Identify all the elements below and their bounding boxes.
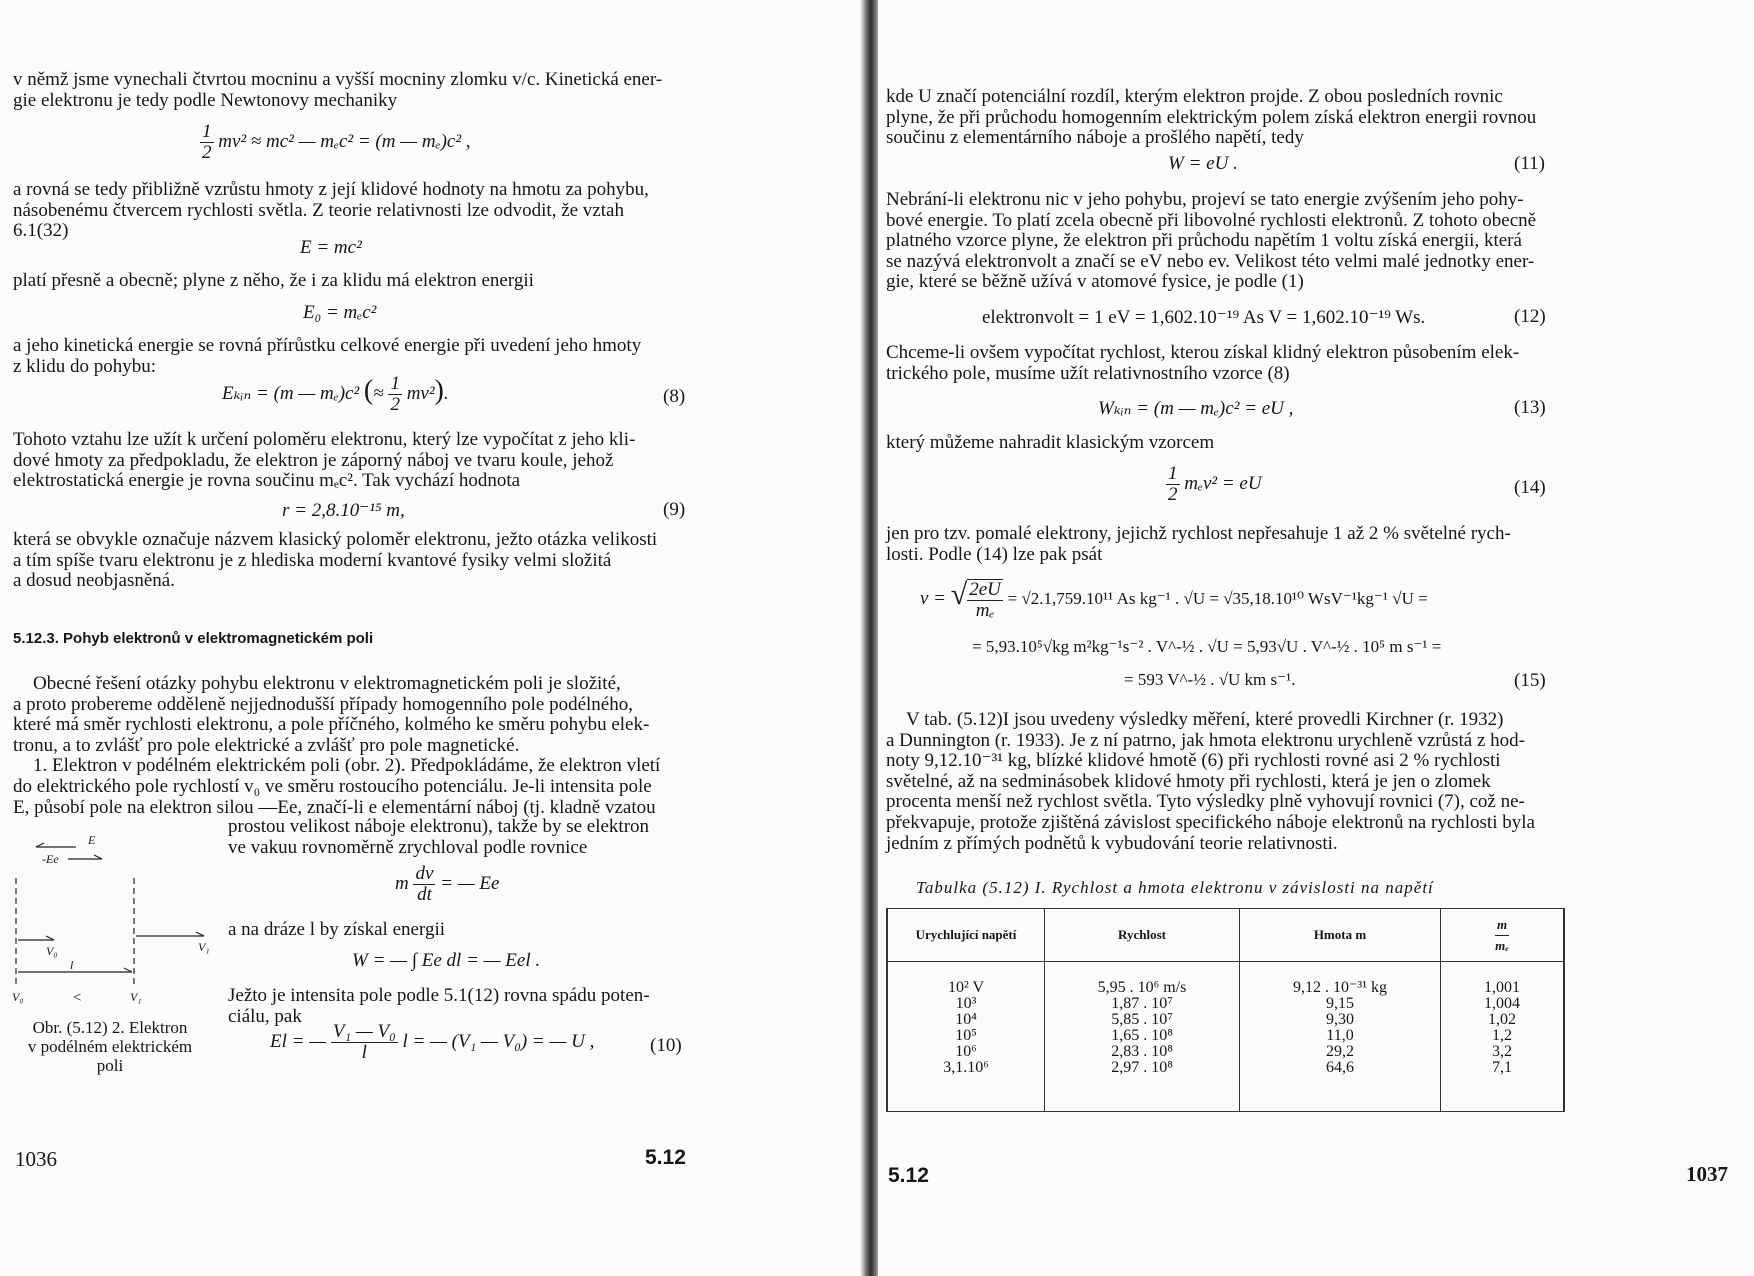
right-page	[878, 0, 1754, 1276]
page-number-right: 1037	[1686, 1162, 1728, 1186]
table-header-row	[888, 909, 1564, 962]
header-voltage: Urychlující napětí	[888, 909, 1045, 962]
equation-14-number: (14)	[1514, 477, 1546, 498]
page-number-left: 1036	[15, 1147, 57, 1171]
table-title: Tabulka (5.12) I. Rychlost a hmota elektronu v závislosti na napětí	[916, 878, 1434, 897]
para-r1: kde U značí potenciální rozdíl, kterým elektron projde. Z obou posledních rovnic plyne, že při průchodu homogenním elektrickým polem získá elektron energii rovnou součinu z elementárního náboje a prošlého napětí, tedy	[886, 86, 1537, 149]
equation-14: $\frac{1}{2}$ mₑv² = eU	[1168, 463, 1262, 505]
figure-label-potential-0: V₀	[12, 990, 24, 1004]
cell-mass-column: 9,12 . 10⁻³¹ kg 9,15 9,30 11,0 29,2 64,6	[1240, 962, 1441, 1112]
equation-10: El = — $\frac{\text{V₁ — V₀}}{l}$ l = — (V₁ — V₀) = — U ,	[270, 1021, 595, 1063]
cell-voltage-column: 10² V 10³ 10⁴ 10⁵ 10⁶ 3,1.10⁶	[888, 962, 1045, 1112]
equation-15-line-1: v = √ $\frac{2eU}{\text{mₑ}}$ = √2.1,759.10¹¹ As kg⁻¹ . √U = √35,18.10¹⁰ WsV⁻¹kg⁻¹ √U =	[920, 578, 1428, 621]
equation-motion: m $\frac{dv}{dt}$ = — Ee	[395, 863, 500, 905]
para-2: a rovná se tedy přibližně vzrůstu hmoty z její klidové hodnoty na hmotu za pohybu, násobenému čtvercem rychlosti světla. Z teorie relativnosti lze odvodit, že vztah 6.1(32)	[13, 179, 649, 242]
equation-12-number: (12)	[1514, 306, 1546, 327]
para-r3: Chceme-li ovšem vypočítat rychlost, kterou získal klidný elektron působením elek- trického pole, musíme užít relativnostního vzorce (8)	[886, 342, 1520, 384]
equation-rest-energy: E₀ = mₑc²	[303, 302, 377, 323]
equation-8-number: (8)	[663, 386, 686, 407]
left-page	[0, 0, 866, 1276]
figure-label-e: E	[88, 833, 96, 847]
figure-label-v0: V₀	[46, 944, 58, 958]
equation-e-mc2: E = mc²	[300, 237, 362, 258]
para-9: a na dráze l by získal energii	[228, 919, 445, 940]
header-speed: Rychlost	[1045, 909, 1240, 962]
cell-ratio-column: 1,001 1,004 1,02 1,2 3,2 7,1	[1441, 962, 1564, 1112]
para-7: Obecné řešení otázky pohybu elektronu v elektromagnetickém poli je složité, a proto probereme odděleně nejjednodušší případy homogenního pole podélného, které má směr rychlosti elektronu, a pole příčného, kolmého ke směru pohybu elek- tronu, a to zvlášť pro pole elektrické a zvlášť pro pole magnetické. 1. Elektron v podélném elektrickém poli (obr. 2). Předpokládáme, že elektron vletí do elektrického pole rychlostí v₀ ve směru rostoucího potenciálu. Je-li intensita pole E, působí pole na elektron silou —Ee, značí-li e elementární náboj (tj. kladně vzatou	[13, 673, 661, 818]
para-1: v němž jsme vynechali čtvrtou mocninu a vyšší mocniny zlomku v/c. Kinetická ener- gie elektronu je tedy podle Newtonovy mechaniky	[13, 69, 663, 111]
data-table	[886, 908, 1565, 1112]
para-6: která se obvykle označuje názvem klasický poloměr elektronu, ježto otázka velikosti a tím spíše tvaru elektronu je z hlediska moderní kvantové fysiky velmi složitá a dosud neobjasněná.	[13, 529, 658, 592]
figure-label-v1: V₁	[198, 940, 210, 954]
figure-label-potential-1: V₁	[130, 990, 142, 1004]
para-r5: jen pro tzv. pomalé elektrony, jejichž rychlost nepřesahuje 1 až 2 % světelné rych- losti. Podle (14) lze pak psát	[886, 523, 1511, 565]
equation-9: r = 2,8.10⁻¹⁵ m,	[282, 500, 405, 521]
figure-caption: Obr. (5.12) 2. Elektron v podélném elektrickém poli	[27, 1018, 193, 1075]
equation-15-line-3: = 593 V^-½ . √U km s⁻¹.	[1124, 670, 1296, 689]
equation-8: Eₖᵢₙ = (m — mₑ)c² (≈ $\frac{1}{2}$ mv²).	[222, 373, 449, 415]
figure-label-less-than: <	[72, 990, 83, 1006]
figure-electron-field	[8, 830, 218, 1010]
para-r2: Nebrání-li elektronu nic v jeho pohybu, projeví se tato energie zvýšením jeho pohy- bové energie. To platí zcela obecně při libovolné rychlosti elektronů. Z tohoto obecně platného vzorce plyne, že elektron při průchodu napětím 1 voltu získá energii, která se nazývá elektronvolt a značí se eV nebo ev. Velikost této velmi malé jednotky ener- gie, které se běžně užívá v atomové fysice, je podle (1)	[886, 189, 1537, 293]
figure-label-l: l	[70, 958, 74, 972]
equation-10-number: (10)	[650, 1035, 682, 1056]
figure-diagram	[8, 830, 218, 1010]
equation-11: W = eU .	[1168, 153, 1238, 174]
header-mass: Hmota m	[1240, 909, 1441, 962]
para-10: Ježto je intensita pole podle 5.1(12) rovna spádu poten- ciálu, pak	[228, 985, 650, 1027]
equation-15-line-2: = 5,93.10⁵√kg m²kg⁻¹s⁻² . V^-½ . √U = 5,93√U . V^-½ . 10⁵ m s⁻¹ =	[972, 637, 1442, 656]
equation-kinetic-approx: $\frac{1}{2}$ mv² ≈ mc² — mₑc² = (m — mₑ)c² ,	[202, 121, 471, 163]
figure-label-ee: -Ee	[42, 852, 59, 866]
section-mark-right: 5.12	[888, 1164, 929, 1187]
para-4: a jeho kinetická energie se rovná přírůstku celkové energie při uvedení jeho hmoty z klidu do pohybu:	[13, 335, 642, 377]
equation-13: Wₖᵢₙ = (m — mₑ)c² = eU ,	[1098, 398, 1294, 419]
cell-speed-column: 5,95 . 10⁶ m/s 1,87 . 10⁷ 5,85 . 10⁷ 1,65 . 10⁸ 2,83 . 10⁸ 2,97 . 10⁸	[1045, 962, 1240, 1112]
equation-9-number: (9)	[663, 499, 686, 520]
para-3: platí přesně a obecně; plyne z něho, že i za klidu má elektron energii	[13, 270, 534, 291]
para-r4: který můžeme nahradit klasickým vzorcem	[886, 432, 1215, 453]
para-5: Tohoto vztahu lze užít k určení poloměru elektronu, který lze vypočítat z jeho kli- dové hmoty za předpokladu, že elektron je záporný náboj ve tvaru koule, jehož elektrostatická energie je rovna součinu mₑc². Tak vychází hodnota	[13, 429, 636, 492]
equation-15-number: (15)	[1514, 670, 1546, 691]
header-ratio: $\frac{m}{\text{mₑ}}$	[1441, 909, 1564, 962]
para-8: prostou velikost náboje elektronu), takže by se elektron ve vakuu rovnoměrně zrychloval podle rovnice	[228, 816, 650, 858]
para-r6: V tab. (5.12)I jsou uvedeny výsledky měření, které provedli Kirchner (r. 1932) a Dunnington (r. 1933). Je z ní patrno, jak hmota elektronu urychleně vzrůstá z hod- noty 9,12.10⁻³¹ kg, blízké klidové hmotě (6) při rychlosti rovné asi 2 % rychlosti světelné, až na sedminásobek klidové hmoty při rychlosti, která je jen o zlomek procenta menší než rychlost světla. Tyto výsledky plně vyhovují rovnici (7), což ne- překvapuje, protože zjištěná závislost specifického náboje elektronů na rychlosti byla jedním z přímých podnětů k vybudování teorie relativnosti.	[886, 709, 1535, 854]
equation-work: W = — ∫ Ee dl = — Eel .	[352, 950, 541, 971]
section-mark-left: 5.12	[645, 1146, 686, 1169]
equation-13-number: (13)	[1514, 397, 1546, 418]
section-heading: 5.12.3. Pohyb elektronů v elektromagnetickém poli	[13, 630, 374, 647]
equation-12: elektronvolt = 1 eV = 1,602.10⁻¹⁹ As V = 1,602.10⁻¹⁹ Ws.	[982, 307, 1426, 328]
equation-11-number: (11)	[1514, 153, 1545, 174]
table-body-row	[888, 962, 1564, 1112]
